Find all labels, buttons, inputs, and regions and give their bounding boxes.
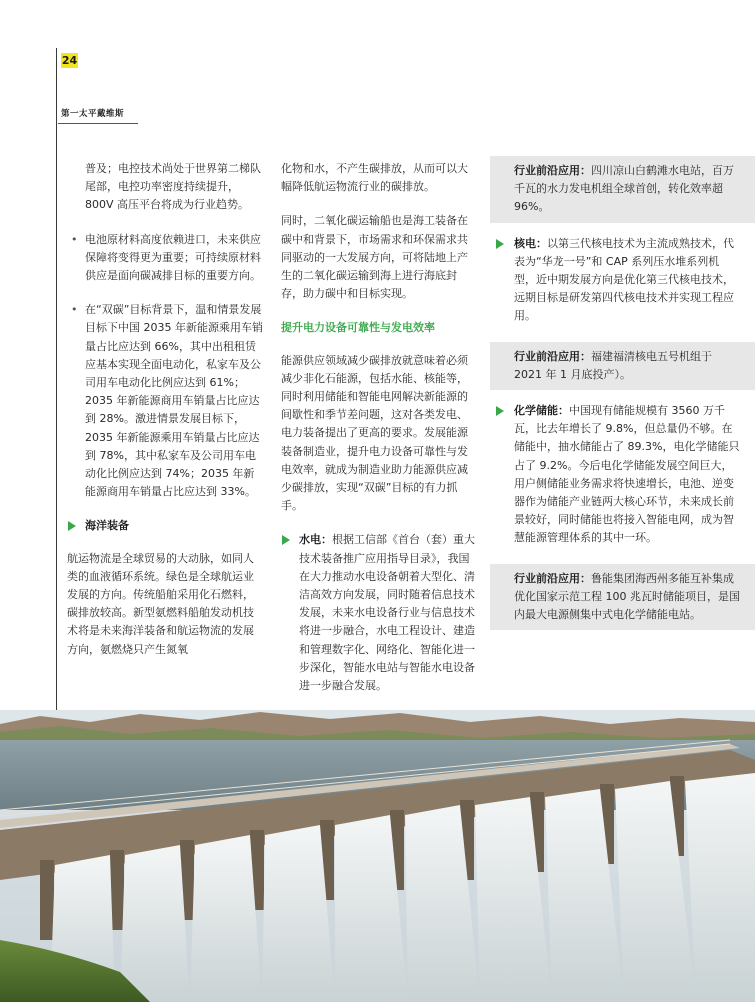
section-heading-power: 提升电力设备可靠性与发电效率 (281, 321, 435, 335)
storage-item (490, 402, 755, 548)
application-box-nuclear (490, 342, 755, 390)
application-text: 鲁能集团海西州多能互补集成优化国家示范工程 100 兆瓦时储能项目，是国内最大电源侧集中式电化学储能电站。 (514, 571, 740, 622)
col1-paragraph-top: 普及；电控技术尚处于世界第二梯队尾部，电控功率密度持续提升，800V 高压平台将成为行业趋势。 (85, 162, 261, 212)
col2-paragraph-co2: 同时，二氧化碳运输船也是海工装备在碳中和背景下，市场需求和环保需求共同驱动的一大发展方向，可将陆地上产生的二氧化碳运输到海上进行海底封存，助力碳中和目标实现。 (281, 214, 468, 301)
bullet-dot-icon: • (71, 232, 78, 246)
triangle-bullet-icon (68, 521, 76, 531)
col1-bullet-text: 在“双碳”目标背景下，温和情景发展目标下中国 2035 年新能源乘用车销量占比应达到 66%，其中出租租赁应基本实现全面电动化，私家车及公司用车电动化比例应达到 61%；2035 年新能源商用车销量占比应达到 28%。激进情景发展目标下，2035 年新能源乘用车销量占比应达到 78%，其中私家车及公司用车电动化比例应达到 74%；2035 年新能源商用车销量占比应达到 33%。 (85, 303, 263, 499)
application-box-storage (490, 564, 755, 631)
page-number: 24 (61, 54, 78, 67)
bullet-dot-icon: • (71, 303, 78, 317)
col1-bullet-text: 电池原材料高度依赖进口，未来供应保障将变得更为重要；可持续原材料供应是面向碳减排目标的重要方向。 (85, 232, 261, 283)
col1-bullet-item (67, 231, 263, 286)
nuclear-label: 核电： (514, 236, 547, 250)
application-box-hydro (490, 156, 755, 223)
column-1 (67, 160, 263, 675)
running-head-rule (58, 123, 138, 124)
storage-text: 中国现有储能规模有 3560 万千瓦，比去年增长了 9.8%，但总量仍不够。在储能中，抽水储能占了 89.3%，电化学储能只占了 9.2%。今后电化学储能发展空间巨大，用户侧储能业务需求将快速增长，电池、逆变器作为储能产业链两大核心环节，未来成长前景较好，同时储能也将接入智能电网，成为智慧能源管理体系的其中一环。 (514, 404, 740, 545)
column-2 (281, 160, 477, 711)
hydro-item (281, 531, 477, 695)
nuclear-text: 以第三代核电技术为主流成熟技术，代表为“华龙一号”和 CAP 系列压水堆系列机型，近中期发展方向是优化第三代核电技术，远期目标是研发第四代核电技术并实现工程应用。 (514, 236, 734, 323)
dam-photo-illustration (0, 710, 755, 1002)
application-text: 福建福清核电五号机组于 2021 年 1 月底投产）。 (514, 349, 712, 381)
margin-rule (56, 48, 57, 710)
hydro-text: 根据工信部《首台（套）重大技术装备推广应用指导目录》，我国在大力推动水电设备朝着大型化、清洁高效方向发展，同时随着信息技术发展，未来水电设备行业与信息技术将进一步融合，水电工程设计、建造和管理数字化、网络化、智能化进一步深化，智能水电站与智能水电设备进一步融合发展。 (299, 533, 475, 693)
hydro-label: 水电： (299, 533, 332, 547)
application-label: 行业前沿应用： (514, 349, 591, 363)
nuclear-item (490, 235, 755, 326)
col1-bullet-item (67, 301, 263, 501)
triangle-bullet-icon (496, 239, 504, 249)
application-label: 行业前沿应用： (514, 164, 591, 177)
application-label: 行业前沿应用： (514, 571, 591, 585)
col1-paragraph-marine: 航运物流是全球贸易的大动脉，如同人类的血液循环系统。绿色是全球航运业发展的方向。传统船舶采用化石燃料，碳排放较高。新型氨燃料船舶发动机技术将是未来海洋装备和航运物流的发展方向，氨燃烧只产生氮氧 (67, 551, 254, 656)
column-3 (490, 156, 755, 642)
application-text: 四川凉山白鹤滩水电站，百万千瓦的水力发电机组全球首创，转化效率超 96%。 (514, 164, 734, 214)
dam-photo (0, 710, 755, 1002)
col2-paragraph-power: 能源供应领域减少碳排放就意味着必须减少非化石能源，包括水能、核能等，同时利用储能和智能电网解决新能源的间歇性和季节差问题，这对各类发电、电力装备提出了更高的要求。发展能源装备制造业，提升电力设备可靠性与发电效率，就成为制造业助力能源供应减少碳排放，实现“双碳”目标的有力抓手。 (281, 353, 468, 513)
running-head: 第一太平戴维斯 (61, 109, 125, 119)
storage-label: 化学储能： (514, 404, 569, 418)
triangle-bullet-icon (282, 535, 290, 545)
col2-paragraph-top: 化物和水，不产生碳排放，从而可以大幅降低航运物流行业的碳排放。 (281, 162, 468, 194)
triangle-bullet-icon (496, 406, 504, 416)
section-heading-marine: 海洋装备 (67, 517, 263, 535)
